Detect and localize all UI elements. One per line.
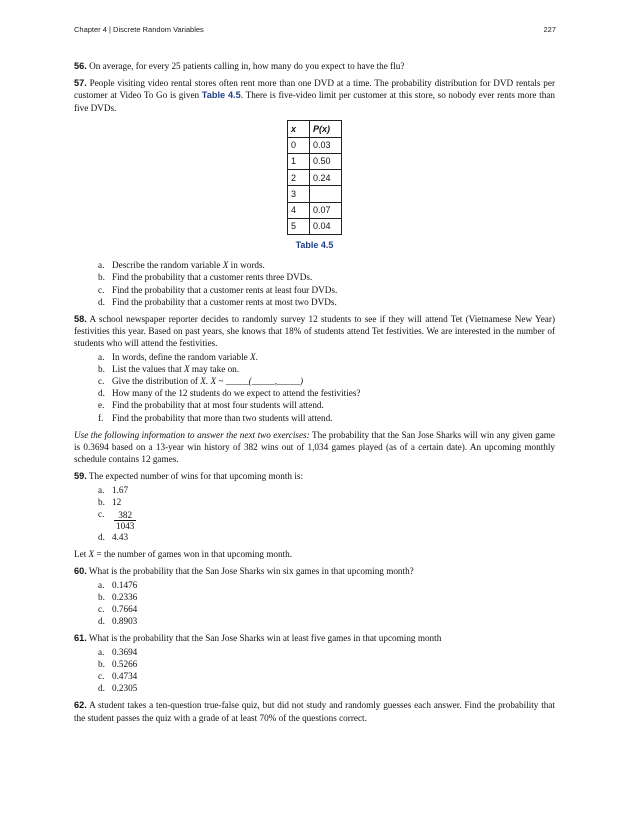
option-letter: d. xyxy=(98,616,105,627)
option-text: 0.2336 xyxy=(112,591,138,602)
exercise-61-options xyxy=(74,646,555,695)
variable-x: X xyxy=(222,260,229,271)
exercise-number: 56. xyxy=(74,61,87,71)
cell-x: 3 xyxy=(288,186,310,202)
exercise-text: A student takes a ten-question true-false quiz, but did not study and randomly guesses each answer. Find the probability that the student passes the quiz with a grade of at least 70% of the questions correct. xyxy=(74,700,555,723)
probability-table xyxy=(287,120,342,235)
fraction-numerator: 382 xyxy=(114,510,136,521)
table-caption: Table 4.5 xyxy=(295,239,334,250)
exercise-61 xyxy=(74,632,555,644)
option-item xyxy=(98,658,555,670)
variable-x: X xyxy=(183,363,190,374)
cell-x: 5 xyxy=(288,218,310,234)
option-item xyxy=(98,591,555,603)
exercise-number: 57. xyxy=(74,78,87,89)
variable-x: X xyxy=(250,351,256,362)
option-item xyxy=(98,284,555,296)
option-letter: c. xyxy=(98,604,105,615)
option-text: Find the probability that a customer rents at least four DVDs. xyxy=(112,284,338,295)
cell-x: 2 xyxy=(288,170,310,186)
option-text: 0.3694 xyxy=(112,646,138,657)
let-x-definition xyxy=(74,548,555,560)
option-letter: b. xyxy=(98,496,105,507)
option-item xyxy=(98,351,555,363)
option-item xyxy=(98,375,555,387)
option-letter: c. xyxy=(98,671,105,682)
option-item xyxy=(98,508,555,531)
exercise-59-options xyxy=(74,484,555,544)
option-item xyxy=(98,670,555,682)
option-text: 12 xyxy=(112,496,122,507)
exercise-text-cont: . There is five-video limit per customer at this store, so nobody ever rents more than five DVDs. xyxy=(74,90,555,113)
exercise-57 xyxy=(74,77,555,114)
exercise-56 xyxy=(74,60,555,72)
option-item xyxy=(98,615,555,627)
cell-x: 0 xyxy=(288,137,310,153)
option-text: 4.43 xyxy=(112,532,129,542)
option-text-cont: . xyxy=(255,351,258,362)
exercise-number: 60. xyxy=(74,566,87,577)
option-text: 0.1476 xyxy=(112,579,138,590)
option-letter: b. xyxy=(98,363,105,374)
table-header-row xyxy=(288,120,342,137)
option-letter: c. xyxy=(98,509,105,519)
exercise-number: 62. xyxy=(74,700,87,711)
option-letter: a. xyxy=(98,484,105,495)
exercise-number: 58. xyxy=(74,313,87,324)
option-text: How many of the 12 students do we expect to attend the festivities? xyxy=(112,388,361,399)
option-letter: b. xyxy=(98,658,105,669)
option-text: 0.8903 xyxy=(112,616,138,627)
option-letter: d. xyxy=(98,296,105,307)
table-row xyxy=(288,154,342,170)
fraction-denominator: 1043 xyxy=(116,521,135,531)
option-text: 0.7664 xyxy=(112,604,138,615)
table-row xyxy=(288,186,342,202)
exercise-58 xyxy=(74,313,555,350)
option-letter: c. xyxy=(98,284,105,295)
exercise-62 xyxy=(74,699,555,723)
option-letter: b. xyxy=(98,591,105,602)
column-header-px: P(x) xyxy=(310,120,342,137)
option-text-cont: . X ~ _____(_____,_____) xyxy=(205,375,304,386)
cell-x: 1 xyxy=(288,154,310,170)
option-letter: a. xyxy=(98,260,105,271)
option-letter: d. xyxy=(98,388,105,399)
exercise-58-options xyxy=(74,351,555,424)
exercise-text: People visiting video rental stores often rent more than one DVD at a time. The probability distribution for DVD rentals per customer at Video To Go is given xyxy=(74,78,555,101)
cell-px: 0.07 xyxy=(310,202,342,218)
option-text: Give the distribution of xyxy=(112,375,201,386)
table-row xyxy=(288,202,342,218)
option-text: Find the probability that more than two students will attend. xyxy=(112,412,333,423)
exercise-text: On average, for every 25 patients calling in, how many do you expect to have the flu? xyxy=(89,61,405,71)
page-header xyxy=(74,25,556,34)
info-paragraph xyxy=(74,429,555,466)
option-text: List the values that xyxy=(112,363,184,374)
variable-x: X xyxy=(88,549,95,560)
cell-x: 4 xyxy=(288,202,310,218)
option-letter: d. xyxy=(98,683,105,694)
info-lead: Use the following information to answer the next two exercises: xyxy=(74,429,310,440)
option-item xyxy=(98,484,555,496)
option-text: 0.5266 xyxy=(112,658,138,669)
option-text: Describe the random variable xyxy=(112,260,223,271)
exercise-text: The expected number of wins for that upcoming month is: xyxy=(88,471,303,482)
fraction xyxy=(114,510,136,531)
option-text: 0.2305 xyxy=(112,683,138,694)
option-text: Find the probability that at most four students will attend. xyxy=(112,400,324,411)
option-letter: d. xyxy=(98,532,105,542)
cell-px: 0.04 xyxy=(310,218,342,234)
exercise-number: 61. xyxy=(74,633,87,644)
cell-px: 0.24 xyxy=(310,170,342,186)
option-item xyxy=(98,399,555,411)
chapter-title: Chapter 4 | Discrete Random Variables xyxy=(74,25,204,34)
definition-text-cont: = the number of games won in that upcoming month. xyxy=(94,549,293,560)
option-item xyxy=(98,579,555,591)
option-letter: f. xyxy=(98,412,104,423)
variable-x: X xyxy=(200,375,206,386)
table-reference-link[interactable]: Table 4.5 xyxy=(201,90,241,101)
option-text: Find the probability that a customer rents three DVDs. xyxy=(112,272,313,283)
option-item xyxy=(98,387,555,399)
table-row xyxy=(288,218,342,234)
option-letter: a. xyxy=(98,579,105,590)
option-item xyxy=(98,412,555,424)
exercise-number: 59. xyxy=(74,471,87,482)
column-header-x: x xyxy=(288,120,310,137)
option-item xyxy=(98,496,555,508)
option-text-cont: in words. xyxy=(228,260,265,271)
cell-px: 0.03 xyxy=(310,137,342,153)
info-text: The probability that the San Jose Sharks will win any given game is 0.3694 based on a 13-year win history of 382 wins out of 1,034 games played (as of a certain date). An upcoming monthly schedule contains 12 games. xyxy=(74,429,555,465)
option-letter: a. xyxy=(98,646,105,657)
cell-px xyxy=(310,186,342,202)
exercise-59 xyxy=(74,470,555,482)
exercise-60 xyxy=(74,565,555,577)
option-letter: c. xyxy=(98,375,105,386)
option-text-cont: may take on. xyxy=(189,363,240,374)
definition-text: Let xyxy=(74,549,89,560)
exercise-60-options xyxy=(74,579,555,628)
option-letter: a. xyxy=(98,351,105,362)
option-letter: b. xyxy=(98,272,105,283)
exercise-text: What is the probability that the San Jose Sharks win at least five games in that upcoming month xyxy=(88,633,442,644)
exercise-57-options xyxy=(74,259,555,308)
option-item xyxy=(98,271,555,283)
option-item xyxy=(98,682,555,694)
option-item xyxy=(98,363,555,375)
page-number: 227 xyxy=(543,25,556,34)
option-text: 0.4734 xyxy=(112,671,138,682)
exercise-text: A school newspaper reporter decides to randomly survey 12 students to see if they will attend Tet (Vietnamese New Year) festivities this year. Based on past years, she knows that 18% of students attend Tet festivities. We are interested in the number of students who will attend the festivities. xyxy=(74,313,556,349)
table-row xyxy=(288,170,342,186)
option-item xyxy=(98,646,555,658)
exercise-text: What is the probability that the San Jose Sharks win six games in that upcoming month? xyxy=(88,566,414,577)
option-letter: e. xyxy=(98,400,105,411)
table-row xyxy=(288,137,342,153)
option-text: 1.67 xyxy=(112,484,129,495)
option-item xyxy=(98,296,555,308)
option-item xyxy=(98,603,555,615)
option-text: Find the probability that a customer rents at most two DVDs. xyxy=(112,296,337,307)
option-item xyxy=(98,259,555,271)
page-content xyxy=(74,60,555,729)
option-item xyxy=(98,531,555,543)
option-text: In words, define the random variable xyxy=(112,351,251,362)
cell-px: 0.50 xyxy=(310,154,342,170)
